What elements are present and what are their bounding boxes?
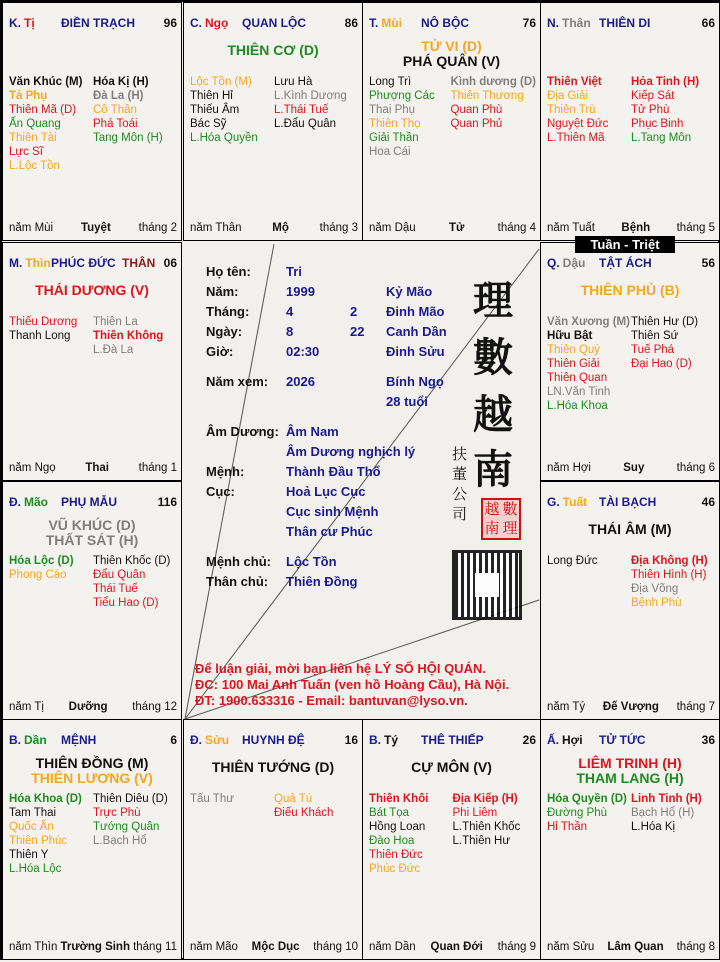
palace-age: 26	[522, 733, 536, 747]
month-can-chi: Đinh Mão	[386, 304, 445, 319]
minor-star: L.Lộc Tồn	[9, 160, 60, 172]
contact-line-1: Để luận giải, mời bạn liên hệ LÝ SỐ HỘI QUÁN.	[195, 661, 486, 676]
minor-star: Thiên Hình (H)	[631, 569, 707, 581]
logo-subtitle: 扶董公司	[452, 445, 468, 523]
minor-star: Phượng Các	[369, 90, 435, 102]
menh-chu-value: Lộc Tồn	[286, 554, 337, 569]
palace-can: M.	[9, 256, 23, 270]
minor-star: L.Thái Tuế	[274, 104, 329, 116]
year-label: Năm:	[206, 284, 239, 299]
seal-char: 越	[484, 500, 500, 518]
minor-star: Đà La (H)	[93, 90, 144, 102]
minor-star: Phi Liêm	[452, 807, 498, 819]
minor-star: Hỏa Tinh (H)	[631, 76, 700, 88]
minor-star: Tam Thai	[9, 807, 57, 819]
minor-star: Kiếp Sát	[631, 90, 675, 102]
palace-age: 46	[701, 495, 715, 509]
day-label: Ngày:	[206, 324, 243, 339]
palace-age: 86	[344, 16, 358, 30]
minor-star: Bệnh Phù	[631, 597, 682, 609]
minor-star: Quan Phủ	[450, 118, 503, 130]
center-info-panel	[185, 244, 539, 719]
palace-year: năm Mùi	[9, 222, 54, 234]
palace-month: tháng 2	[138, 222, 177, 234]
palace-age: 96	[163, 16, 177, 30]
seal-char: 數	[502, 500, 518, 518]
palace-month: tháng 3	[319, 222, 358, 234]
palace-can: T.	[369, 16, 379, 30]
palace-name: PHỤ MẪU	[61, 495, 117, 509]
palace-name: THIÊN DI	[599, 16, 651, 30]
month-label: Tháng:	[206, 304, 250, 319]
palace-age: 36	[701, 733, 715, 747]
am-duong-label: Âm Dương:	[206, 424, 279, 439]
minor-star: Tấu Thư	[190, 793, 234, 805]
palace-chi: Thân	[562, 16, 591, 30]
minor-star: Thiên La	[93, 316, 138, 328]
minor-star: Lưu Hà	[274, 76, 313, 88]
minor-star: Hóa Kị (H)	[93, 76, 149, 88]
hour-value: 02:30	[286, 344, 320, 359]
main-star: THIÊN TƯỚNG (D)	[211, 759, 335, 775]
palace-month: tháng 11	[133, 941, 177, 953]
palace-chi: Ngọ	[205, 16, 229, 30]
minor-star: Tiểu Hao (D)	[93, 597, 159, 609]
palace-stage: Suy	[623, 462, 645, 474]
minor-star: Giải Thần	[369, 132, 419, 144]
than-marker: THÂN	[122, 256, 156, 270]
cuc-note-2: Thân cư Phúc	[286, 524, 373, 539]
minor-star: L.Kình Dương	[274, 90, 347, 102]
logo-char: 南	[473, 446, 513, 493]
minor-star: Lộc Tồn (M)	[190, 76, 252, 88]
main-star: THAM LANG (H)	[576, 770, 684, 786]
minor-star: Đào Hoa	[369, 835, 415, 847]
palace-year: năm Tuất	[547, 222, 595, 234]
palace-chi: Tý	[384, 733, 399, 747]
view-year-value: 2026	[286, 374, 315, 389]
palace-month: tháng 4	[497, 222, 536, 234]
minor-star: Văn Xương (M)	[547, 316, 630, 328]
palace-can: Đ.	[9, 495, 21, 509]
palace-age: 16	[344, 733, 358, 747]
palace-can: G.	[547, 495, 560, 509]
minor-star: Lực Sĩ	[9, 146, 43, 158]
main-star: THÁI ÂM (M)	[588, 521, 672, 537]
palace-stage: Dưỡng	[68, 701, 108, 713]
palace-month: tháng 7	[676, 701, 715, 713]
minor-star: Thai Phụ	[369, 104, 416, 116]
palace-stage: Mộ	[272, 222, 289, 234]
palace-can: K.	[9, 16, 21, 30]
minor-star: L.Đà La	[93, 344, 134, 356]
palace-chi: Dậu	[562, 256, 586, 270]
minor-star: Thiên Khôi	[369, 793, 429, 805]
minor-star: Cô Thần	[93, 104, 137, 116]
minor-star: Thiên Hỉ	[190, 90, 233, 102]
red-seal-stamp	[481, 498, 521, 540]
palace-chi: Mùi	[381, 16, 403, 30]
minor-star: L.Bạch Hổ	[93, 835, 147, 847]
minor-star: Thiếu Âm	[190, 104, 240, 116]
minor-star: Bát Tọa	[369, 807, 410, 819]
minor-star: Phong Cáo	[9, 569, 67, 581]
name-value: Tri	[286, 264, 302, 279]
palace-can: C.	[190, 16, 202, 30]
minor-star: Thiên Y	[9, 849, 49, 861]
minor-star: L.Hóa Lộc	[9, 863, 62, 875]
minor-star: Bác Sỹ	[190, 118, 227, 130]
am-duong-note: Âm Dương nghịch lý	[286, 444, 416, 459]
palace-year: năm Thân	[190, 222, 242, 234]
palace-year: năm Mão	[190, 941, 238, 953]
name-label: Họ tên:	[206, 264, 251, 279]
tuan-triet-badge: Tuần - Triệt	[575, 236, 675, 253]
minor-star: Thái Tuế	[93, 583, 138, 595]
minor-star: L.Thiên Mã	[547, 132, 605, 144]
cuc-value: Hoả Lục Cục	[286, 484, 366, 499]
palace-can: B.	[9, 733, 21, 747]
minor-star: Thiên Tài	[9, 132, 57, 144]
menh-chu-label: Mệnh chủ:	[206, 554, 271, 569]
minor-star: Quả Tú	[274, 793, 313, 805]
palace-stage: Bệnh	[621, 222, 651, 234]
minor-star: Thiên Hư (D)	[631, 316, 699, 328]
palace-year: năm Dần	[369, 941, 416, 953]
minor-star: Trực Phù	[93, 807, 141, 819]
minor-star: Long Trì	[369, 76, 412, 88]
minor-star: Hồng Loan	[369, 821, 426, 833]
palace-can: Ấ.	[547, 733, 559, 747]
palace-month: tháng 8	[676, 941, 715, 953]
minor-star: Thiên Quý	[547, 344, 601, 356]
seal-char: 南	[484, 519, 500, 537]
minor-star: Thiên Không	[93, 330, 164, 342]
palace-name: TÀI BẠCH	[599, 495, 657, 509]
palace-month: tháng 6	[676, 462, 715, 474]
than-chu-value: Thiên Đồng	[286, 574, 358, 589]
main-star: VŨ KHÚC (D)	[48, 517, 136, 533]
minor-star: Thiên Khốc (D)	[93, 555, 171, 567]
minor-star: Hỉ Thần	[547, 821, 588, 833]
menh-label: Mệnh:	[206, 464, 245, 479]
palace-stage: Thai	[85, 462, 109, 474]
palace-stage: Tử	[448, 222, 465, 234]
minor-star: Bạch Hổ (H)	[631, 807, 695, 819]
palace-name: TẬT ÁCH	[599, 256, 652, 270]
main-star: THIÊN LƯƠNG (V)	[31, 770, 153, 786]
palace-name: HUYNH ĐỆ	[242, 733, 305, 747]
minor-star: Hóa Quyền (D)	[547, 793, 627, 805]
cuc-label: Cục:	[206, 484, 235, 499]
contact-address: ĐC: 100 Mai Anh Tuấn (ven hồ Hoàng Cầu), Hà Nội.	[195, 677, 510, 692]
minor-star: Quốc Ấn	[9, 821, 54, 833]
palace-year: năm Tị	[9, 701, 44, 713]
minor-star: Hữu Bật	[547, 330, 593, 342]
view-year-label: Năm xem:	[206, 374, 269, 389]
qr-code[interactable]	[452, 550, 522, 620]
palace-month: tháng 1	[138, 462, 177, 474]
menh-value: Thành Đầu Thổ	[286, 464, 381, 479]
minor-star: L.Thiên Khốc	[452, 821, 521, 833]
palace-name: THÊ THIẾP	[421, 733, 484, 747]
minor-star: Tang Môn (H)	[93, 132, 163, 144]
minor-star: Thiên Việt	[547, 76, 602, 88]
day-can-chi: Canh Dần	[386, 324, 447, 339]
palace-age: 06	[163, 256, 177, 270]
view-year-can-chi: Bính Ngọ	[386, 374, 444, 389]
minor-star: Đẩu Quân	[93, 569, 146, 581]
palace-can: Đ.	[190, 733, 202, 747]
minor-star: L.Đẩu Quân	[274, 118, 337, 130]
main-star: THIÊN CƠ (D)	[227, 42, 319, 58]
minor-star: Đường Phù	[547, 807, 607, 819]
minor-star: Hóa Khoa (D)	[9, 793, 82, 805]
main-star: THÁI DƯƠNG (V)	[35, 282, 149, 298]
logo-char: 數	[473, 334, 513, 381]
minor-star: Thiên Mã (D)	[9, 104, 77, 116]
minor-star: Nguyệt Đức	[547, 118, 609, 130]
minor-star: L.Hóa Quyền	[190, 132, 258, 144]
main-star: TỬ VI (D)	[421, 38, 482, 54]
minor-star: Địa Giải	[547, 90, 588, 102]
minor-star: L.Thiên Hư	[452, 835, 511, 847]
palace-year: năm Sửu	[547, 941, 595, 953]
year-value: 1999	[286, 284, 315, 299]
minor-star: Hóa Lộc (D)	[9, 555, 74, 567]
minor-star: Thiếu Dương	[9, 316, 78, 328]
main-star: LIÊM TRINH (H)	[578, 755, 682, 771]
palace-year: năm Dậu	[369, 222, 416, 234]
palace-year: năm Thìn	[9, 941, 58, 953]
minor-star: L.Tang Môn	[631, 132, 692, 144]
minor-star: Thanh Long	[9, 330, 71, 342]
minor-star: Thiên Phúc	[9, 835, 68, 847]
palace-chi: Hợi	[562, 733, 583, 747]
palace-age: 66	[701, 16, 715, 30]
minor-star: Tuế Phá	[631, 344, 675, 356]
lunar-month: 2	[350, 304, 358, 319]
main-star: THIÊN PHỦ (B)	[580, 282, 680, 298]
minor-star: Thiên Đức	[369, 849, 423, 861]
palace-stage: Trường Sinh	[60, 941, 130, 953]
palace-year: năm Ngọ	[9, 462, 56, 474]
palace-stage: Tuyệt	[80, 222, 111, 234]
minor-star: Thiên Trù	[547, 104, 596, 116]
contact-phone-email[interactable]: ĐT: 1900.633316 - Email: bantuvan@lyso.vn.	[195, 693, 468, 708]
cuc-note-1: Cục sinh Mệnh	[286, 504, 379, 519]
palace-year: năm Tý	[547, 701, 586, 713]
minor-star: Hoa Cái	[369, 146, 411, 158]
minor-star: L.Hóa Khoa	[547, 400, 608, 412]
palace-can: Q.	[547, 256, 560, 270]
age-value: 28 tuổi	[386, 394, 428, 409]
minor-star: Thiên Sứ	[631, 330, 679, 342]
minor-star: Địa Kiếp (H)	[452, 793, 518, 805]
palace-year: năm Hợi	[547, 462, 591, 474]
palace-name: ĐIỀN TRẠCH	[61, 16, 135, 30]
minor-star: Tả Phụ	[9, 90, 48, 102]
minor-star: Phúc Đức	[369, 863, 421, 875]
minor-star: LN.Văn Tinh	[547, 386, 611, 398]
minor-star: Ấn Quang	[9, 118, 61, 130]
minor-star: Thiên Quan	[547, 372, 608, 384]
year-can-chi: Kỷ Mão	[386, 284, 433, 299]
palace-chi: Sửu	[205, 733, 230, 747]
palace-chi: Tị	[24, 16, 35, 30]
palace-chi: Mão	[24, 495, 48, 509]
palace-month: tháng 5	[676, 222, 715, 234]
hour-can-chi: Đinh Sửu	[386, 344, 445, 359]
lunar-day: 22	[350, 324, 365, 339]
minor-star: Thiên Diêu (D)	[93, 793, 168, 805]
minor-star: Linh Tinh (H)	[631, 793, 702, 805]
palace-chi: Thìn	[25, 256, 51, 270]
main-star: PHÁ QUÂN (V)	[402, 53, 501, 69]
palace-can: N.	[547, 16, 559, 30]
palace-stage: Lâm Quan	[607, 941, 664, 953]
palace-name: MỆNH	[61, 733, 97, 747]
minor-star: Phá Toái	[93, 118, 138, 130]
palace-age: 76	[522, 16, 536, 30]
hour-label: Giờ:	[206, 344, 234, 359]
minor-star: Tử Phù	[631, 104, 670, 116]
minor-star: Phục Binh	[631, 118, 684, 130]
palace-name: TỬ TỨC	[599, 733, 646, 747]
palace-chi: Tuất	[562, 495, 588, 509]
palace-stage: Đế Vượng	[602, 701, 659, 713]
palace-month: tháng 12	[132, 701, 177, 713]
palace-age: 6	[170, 733, 177, 747]
minor-star: L.Hóa Kị	[631, 821, 676, 833]
palace-chi: Dần	[24, 733, 47, 747]
palace-month: tháng 9	[497, 941, 536, 953]
palace-can: B.	[369, 733, 381, 747]
minor-star: Tướng Quân	[93, 821, 160, 833]
am-duong-value: Âm Nam	[286, 424, 339, 439]
minor-star: Quan Phù	[450, 104, 503, 116]
than-chu-label: Thân chủ:	[206, 574, 269, 589]
main-star: THIÊN ĐỒNG (M)	[35, 755, 149, 771]
month-value: 4	[286, 304, 294, 319]
main-star: THẤT SÁT (H)	[45, 532, 139, 548]
day-value: 8	[286, 324, 294, 339]
palace-age: 56	[701, 256, 715, 270]
main-star: CỰ MÔN (V)	[411, 759, 492, 775]
palace-name: QUAN LỘC	[242, 16, 306, 30]
palace-name: PHÚC ĐỨC	[51, 256, 116, 270]
minor-star: Thiên Thọ	[369, 118, 421, 130]
seal-char: 理	[502, 519, 518, 537]
minor-star: Địa Không (H)	[631, 555, 708, 567]
logo-char: 越	[473, 391, 513, 438]
minor-star: Thiên Giải	[547, 358, 600, 370]
minor-star: Điếu Khách	[274, 807, 334, 819]
logo-char: 理	[473, 277, 513, 324]
minor-star: Kình dương (D)	[450, 76, 536, 88]
minor-star: Văn Khúc (M)	[9, 76, 83, 88]
palace-name: NÔ BỘC	[421, 16, 469, 30]
palace-age: 116	[157, 495, 177, 509]
minor-star: Địa Võng	[631, 583, 679, 595]
palace-month: tháng 10	[313, 941, 358, 953]
minor-star: Long Đức	[547, 555, 598, 567]
palace-stage: Quan Đới	[430, 941, 483, 953]
minor-star: Thiên Thương	[450, 90, 524, 102]
minor-star: Đại Hao (D)	[631, 358, 692, 370]
palace-stage: Mộc Dục	[251, 941, 300, 953]
